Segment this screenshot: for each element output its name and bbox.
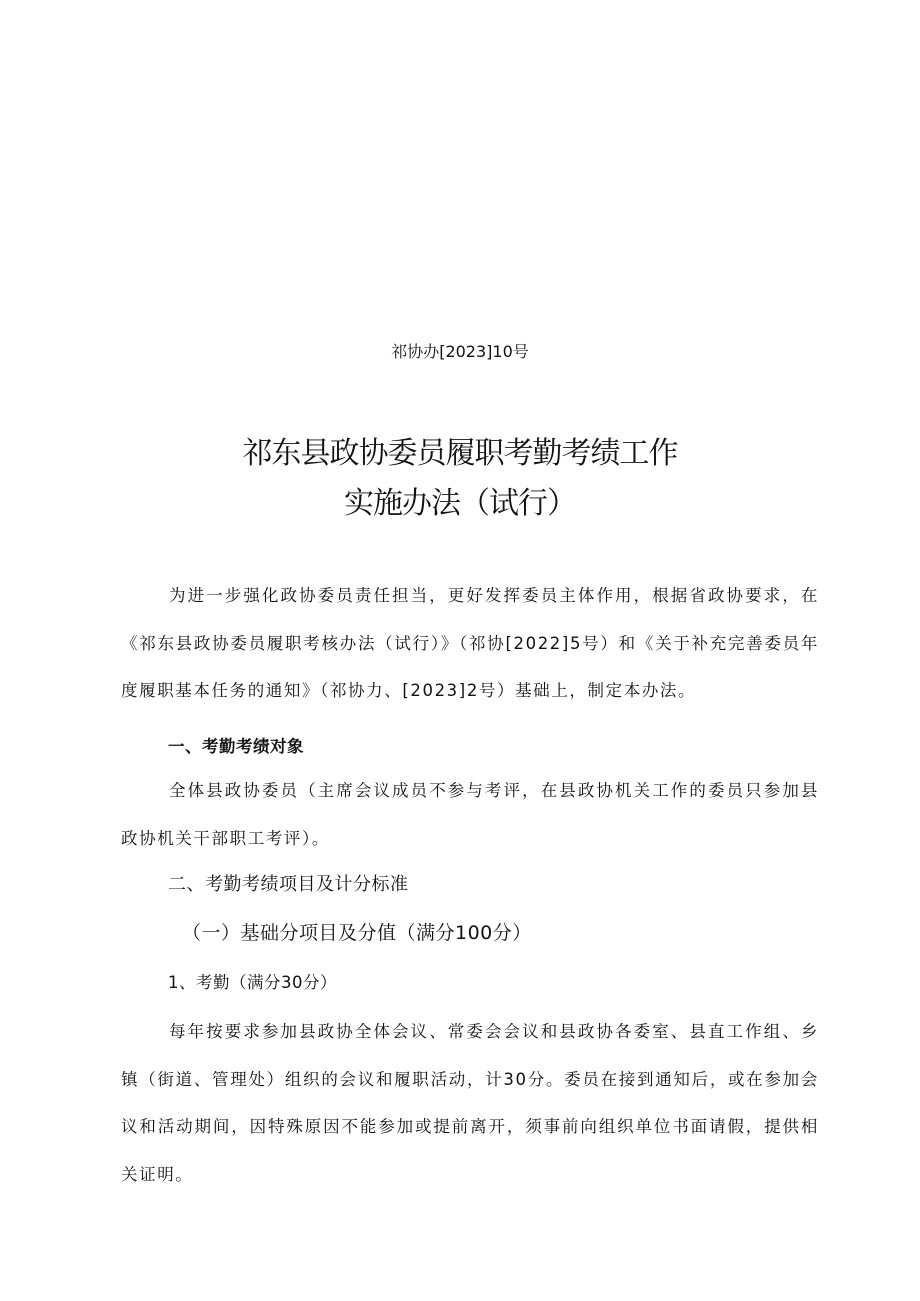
subsection1-heading: （一）基础分项目及分值（满分100分） bbox=[182, 922, 532, 944]
document-title-line2: 实施办法（试行） bbox=[344, 486, 576, 521]
document-number: 祁协办[2023]10号 bbox=[391, 342, 529, 361]
item1-body: 每年按要求参加县政协全体会议、常委会会议和县政协各委室、县直工作组、乡镇（街道、管理处）组织的会议和履职活动，计30分。委员在接到通知后，或在参加会议和活动期间，因特殊原因不能参加或提前离开，须事前向组织单位书面请假，提供相关证明。 bbox=[121, 1022, 819, 1184]
section1-body: 全体县政协委员（主席会议成员不参与考评，在县政协机关工作的委员只参加县政协机关干部职工考评）。 bbox=[121, 781, 819, 848]
document-title-line1: 祁东县政协委员履职考勤考绩工作 bbox=[242, 436, 678, 471]
item1-heading: 1、考勤（满分30分） bbox=[168, 973, 337, 992]
intro-paragraph: 为进一步强化政协委员责任担当，更好发挥委员主体作用，根据省政协要求，在《祁东县政协委员履职考核办法（试行）》（祁协[2022]5号）和《关于补充完善委员年度履职基本任务的通知》（祁协力、[2023]2号）基础上，制定本办法。 bbox=[121, 586, 819, 700]
section2-heading: 二、考勤考绩项目及计分标准 bbox=[168, 874, 409, 895]
section1-heading: 一、考勤考绩对象 bbox=[168, 737, 304, 756]
